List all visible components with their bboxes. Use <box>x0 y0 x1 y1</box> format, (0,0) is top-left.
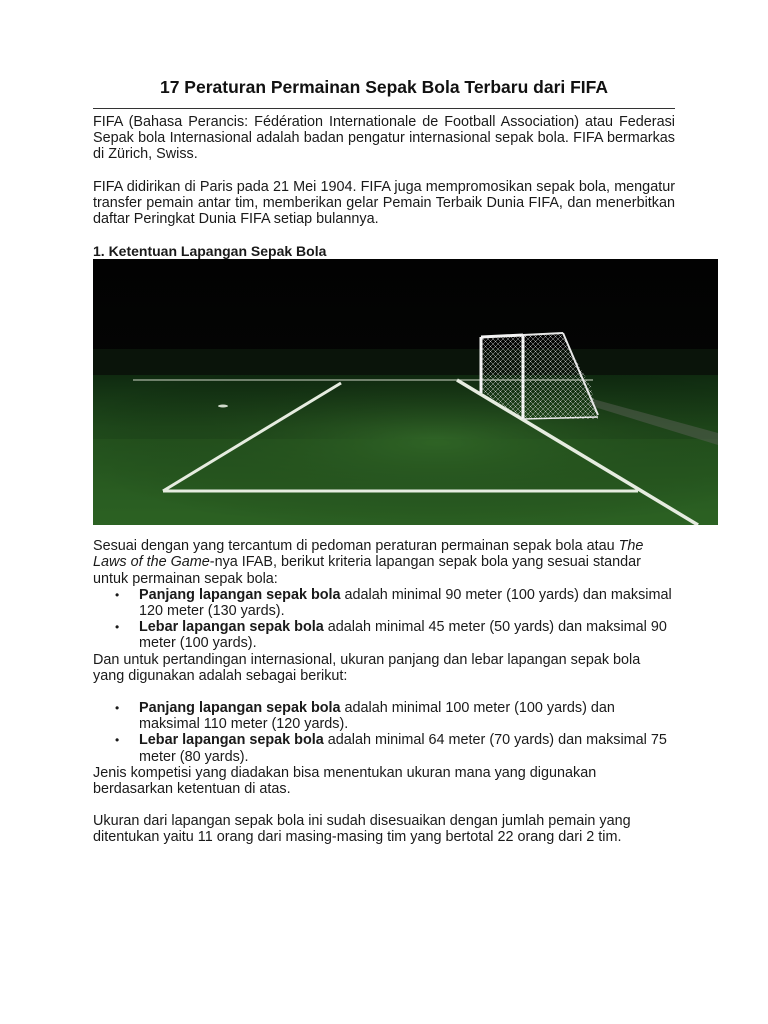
title-divider <box>93 108 675 109</box>
list-item-text: adalah minimal 90 meter (100 yards) dan maksimal 120 meter (130 yards). <box>139 586 672 620</box>
players-paragraph: Ukuran dari lapangan sepak bola ini sudah disesuaikan dengan jumlah pemain yang ditentukan yaitu 11 orang dari masing-masing tim yang bertotal 22 orang dari 2 tim. <box>93 813 631 846</box>
bullet-icon: • <box>115 587 120 602</box>
competition-paragraph: Jenis kompetisi yang diadakan bisa menentukan ukuran mana yang digunakan berdasarkan ketentuan di atas. <box>93 764 597 798</box>
bullet-icon: • <box>115 701 120 716</box>
section-heading: 1. Ketentuan Lapangan Sepak Bola <box>93 243 327 260</box>
list-item <box>93 587 675 619</box>
intro-paragraph-1: FIFA (Bahasa Perancis: Fédération Internationale de Football Association) atau Federasi Sepak bola Internasional adalah badan pengatur internasional sepak bola. FIFA bermarkas di Zürich, Swiss. <box>93 114 675 163</box>
list-item-term: Panjang lapangan sepak bola <box>139 586 341 603</box>
list-item <box>93 732 675 764</box>
soccer-field-goal-photo <box>93 259 718 525</box>
list-item-text: adalah minimal 45 meter (50 yards) dan maksimal 90 meter (100 yards). <box>139 619 667 652</box>
page-title: 17 Peraturan Permainan Sepak Bola Terbaru dari FIFA <box>159 77 609 97</box>
list-item-term: Panjang lapangan sepak bola <box>139 700 341 717</box>
bullet-icon: • <box>115 620 120 635</box>
list-item-term: Lebar lapangan sepak bola <box>139 619 324 636</box>
list-item <box>93 619 675 651</box>
bullet-icon: • <box>115 733 120 748</box>
list-item <box>93 700 675 732</box>
list-item-term: Lebar lapangan sepak bola <box>139 732 324 749</box>
international-paragraph: Dan untuk pertandingan internasional, ukuran panjang dan lebar lapangan sepak bola yang digunakan adalah sebagai berikut: <box>93 651 641 684</box>
intro-paragraph-2: FIFA didirikan di Paris pada 21 Mei 1904. FIFA juga mempromosikan sepak bola, mengatur transfer pemain antar tim, memberikan gelar Pemain Terbaik Dunia FIFA, dan menerbitkan daftar Peringkat Dunia FIFA setiap bulannya. <box>93 178 675 228</box>
document-page <box>93 76 675 846</box>
laws-paragraph-text-1: Sesuai dengan yang tercantum di pedoman peraturan permainan sepak bola atau <box>93 538 619 555</box>
list-item-text: adalah minimal 100 meter (100 yards) dan maksimal 110 meter (120 yards). <box>139 700 615 733</box>
laws-paragraph-text-2: -nya IFAB, berikut kriteria lapangan sepak bola yang sesuai standar untuk permainan sepak bola: <box>93 554 641 587</box>
laws-paragraph <box>93 538 675 587</box>
international-size-list <box>93 700 675 765</box>
standard-size-list <box>93 587 675 652</box>
laws-of-the-game-title: The Laws of the Game <box>93 538 644 571</box>
list-item-text: adalah minimal 64 meter (70 yards) dan maksimal 75 meter (80 yards). <box>139 732 667 765</box>
